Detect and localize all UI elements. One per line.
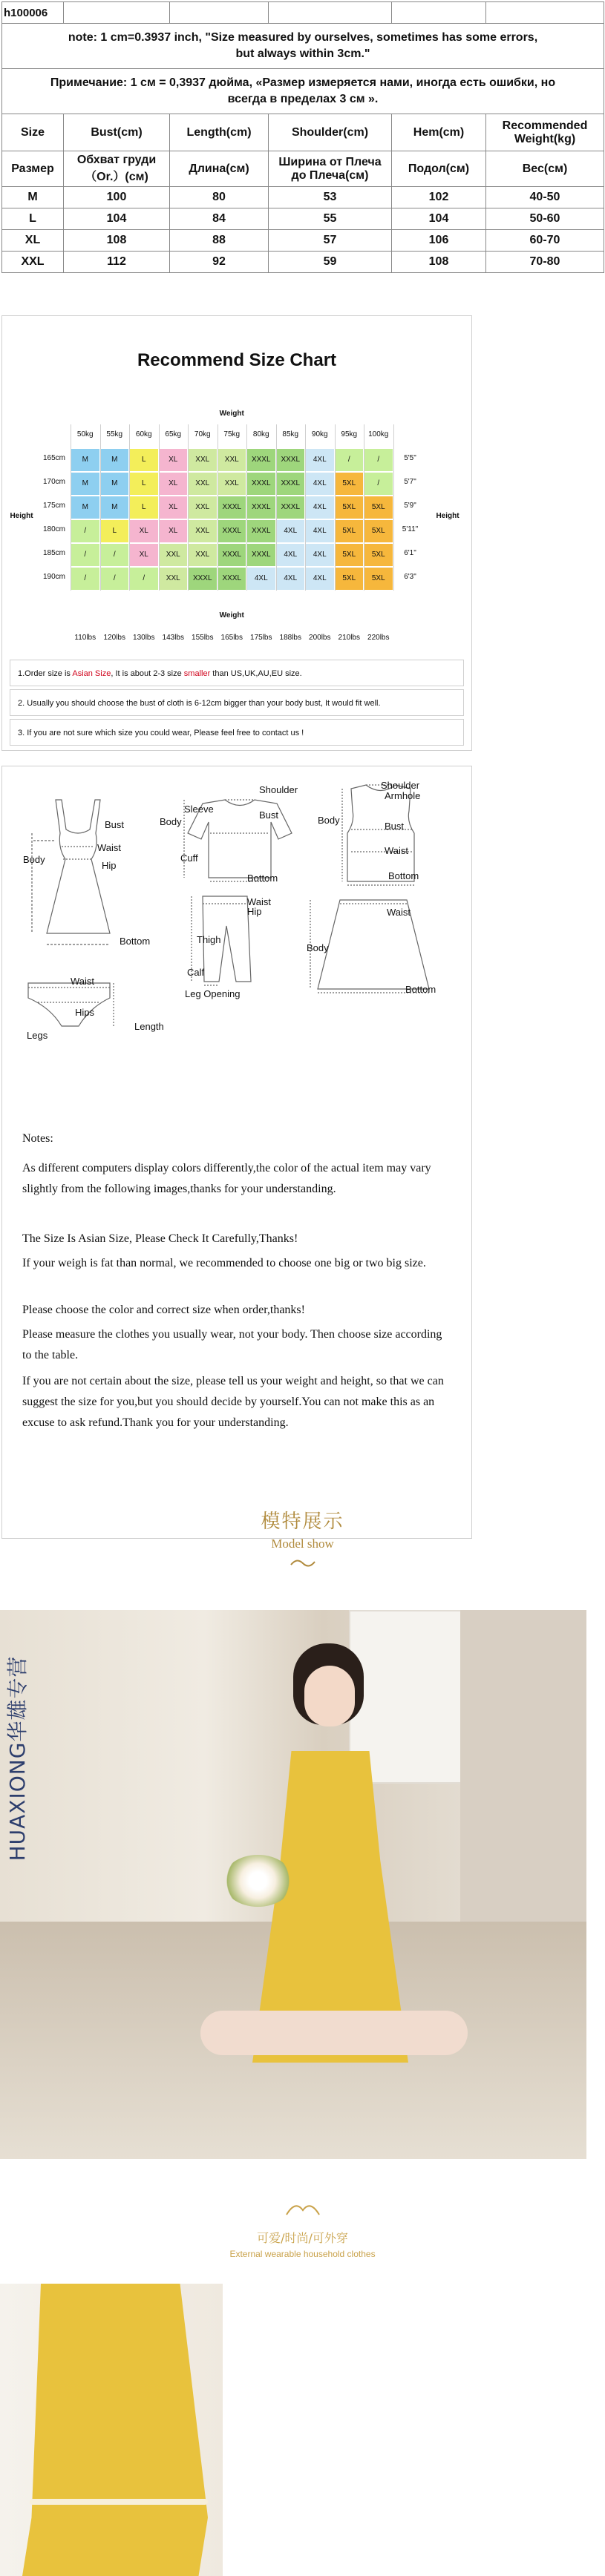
note-5: Please measure the clothes you usually wear, not your body. Then choose size according to the table. (22, 1328, 442, 1361)
face (304, 1666, 355, 1726)
header-en-1: Bust(cm) (64, 114, 170, 151)
size-cell: L (130, 449, 158, 471)
weight-lbs: 188lbs (279, 634, 301, 642)
weight-kg: 70kg (194, 430, 211, 438)
table-cell: 92 (170, 252, 269, 273)
yellow-dress-closeup (22, 2284, 208, 2576)
size-cell: / (71, 520, 99, 542)
weight-kg: 85kg (282, 430, 299, 438)
header-en-3: Shoulder(cm) (269, 114, 392, 151)
header-ru-5: Вес(см) (486, 151, 604, 187)
size-cell: 4XL (306, 449, 334, 471)
size-cell: XL (130, 544, 158, 566)
weight-lbs: 110lbs (74, 634, 97, 642)
header-ru-1: Обхват груди（Or.）(см) (64, 151, 170, 187)
weight-label: Weight (219, 410, 244, 418)
size-cell: / (336, 449, 364, 471)
size-cell: 5XL (364, 544, 393, 566)
label-cuff: Cuff (180, 852, 198, 864)
header-ru-4: Подол(см) (392, 151, 486, 187)
table-cell: 104 (64, 208, 170, 230)
label-waist-4: Waist (247, 896, 272, 907)
table-cell: 59 (269, 252, 392, 273)
label-hips: Hips (75, 1007, 95, 1018)
note-4: Please choose the color and correct size when order,thanks! (22, 1304, 305, 1316)
label-sleeve: Sleeve (184, 804, 214, 815)
size-cell: XXXL (218, 544, 246, 566)
weight-kg: 75kg (223, 430, 241, 438)
label-legs: Legs (27, 1030, 48, 1041)
height-ft: 5'9" (404, 502, 416, 510)
size-cell: 5XL (336, 544, 364, 566)
label-armhole: Armhole (385, 790, 421, 801)
label-thigh: Thigh (197, 934, 221, 945)
weight-lbs: 130lbs (133, 634, 155, 642)
table-cell: 108 (392, 252, 486, 273)
table-cell: M (2, 187, 64, 208)
size-cell: XXL (218, 449, 246, 471)
table-cell: L (2, 208, 64, 230)
table-cell: 84 (170, 208, 269, 230)
size-cell: 5XL (364, 520, 393, 542)
weight-lbs: 200lbs (309, 634, 331, 642)
chart-title: Recommend Size Chart (137, 350, 337, 370)
size-cell: XXL (189, 496, 217, 519)
grid-line (246, 424, 247, 591)
weight-kg: 80kg (252, 430, 269, 438)
size-cell: 5XL (336, 520, 364, 542)
note-2: The Size Is Asian Size, Please Check It Carefully,Thanks! (22, 1232, 298, 1245)
leaf-ornament-icon (281, 2200, 325, 2221)
label-body-3: Body (318, 815, 340, 826)
header-ru-3: Ширина от Плеча до Плеча(см) (269, 151, 392, 187)
label-length: Length (134, 1021, 164, 1032)
label-body-2: Body (160, 816, 182, 827)
size-cell: 4XL (306, 473, 334, 495)
label-bottom: Bottom (120, 936, 151, 947)
grid-line (100, 424, 101, 591)
height-cm: 165cm (42, 454, 65, 462)
size-cell: M (101, 473, 129, 495)
header-en-5: Recommended Weight(kg) (486, 114, 604, 151)
label-waist-3: Waist (385, 845, 409, 856)
size-cell: XXXL (277, 496, 305, 519)
label-waist-6: Waist (71, 976, 95, 987)
header-en-4: Hem(cm) (392, 114, 486, 151)
height-cm: 190cm (42, 573, 65, 581)
weight-lbs: 165lbs (220, 634, 243, 642)
size-cell: XL (160, 449, 188, 471)
height-cm: 180cm (42, 525, 65, 533)
label-bust-3: Bust (385, 821, 405, 832)
chart-note-3: 3. If you are not sure which size you could wear, Please feel free to contact us ! (10, 719, 464, 746)
swirl-ornament-icon (288, 1556, 318, 1571)
size-cell: XXXL (247, 473, 275, 495)
measurement-section (1, 766, 472, 1539)
table-cell: 106 (392, 230, 486, 252)
watermark-text: HUAXIONG华雄专营 (5, 1655, 30, 1862)
measurement-diagrams (2, 766, 471, 1108)
weight-lbs: 120lbs (103, 634, 125, 642)
label-bust-2: Bust (259, 809, 279, 821)
label-body: Body (23, 854, 45, 865)
size-cell: XXL (160, 568, 188, 590)
size-cell: L (130, 496, 158, 519)
size-cell: XXL (160, 544, 188, 566)
model-show-cn: 模特展示 (261, 1511, 344, 1533)
chart-note-1: 1.Order size is Asian Size, It is about 2-3 size smaller than US,UK,AU,EU size. (10, 660, 464, 686)
note-ru: Примечание: 1 см = 0,3937 дюйма, «Размер измеряется нами, иногда есть ошибки, но всегда в пределах 3 см ». (2, 69, 604, 114)
size-cell: / (364, 473, 393, 495)
height-ft: 6'1" (404, 549, 416, 557)
table-cell: 55 (269, 208, 392, 230)
table-cell: 100 (64, 187, 170, 208)
product-code: h100006 (2, 2, 64, 24)
recommend-size-chart (1, 315, 472, 751)
size-cell: M (101, 449, 129, 471)
size-table (1, 1, 604, 273)
label-bottom-5: Bottom (405, 984, 436, 995)
size-cell: / (71, 568, 99, 590)
label-shoulder-3: Shoulder (381, 780, 420, 791)
caption-en: External wearable household clothes (229, 2249, 376, 2259)
size-cell: 5XL (336, 568, 364, 590)
size-cell: XL (160, 496, 188, 519)
weight-lbs: 175lbs (250, 634, 272, 642)
size-cell: XXXL (247, 520, 275, 542)
table-row (2, 230, 604, 252)
table-cell: 88 (170, 230, 269, 252)
size-cell: L (130, 473, 158, 495)
caption-cn: 可爱/时尚/可外穿 (257, 2231, 348, 2245)
size-cell: 5XL (364, 568, 393, 590)
label-waist-5: Waist (387, 907, 411, 918)
table-cell: 50-60 (486, 208, 604, 230)
label-waist: Waist (97, 842, 122, 853)
briefs-diagram (28, 983, 114, 1026)
label-hip-4: Hip (247, 906, 262, 917)
flower-bouquet (223, 1855, 293, 1907)
table-row (2, 252, 604, 273)
size-cell: 4XL (306, 568, 334, 590)
height-cm: 185cm (42, 549, 65, 557)
size-cell: 4XL (277, 520, 305, 542)
note-1: As different computers display colors differently,the color of the actual item may vary slightly from the following images,thanks for your understanding. (22, 1162, 431, 1195)
caption-block (0, 2200, 605, 2259)
size-cell: XXXL (277, 449, 305, 471)
label-leg-opening: Leg Opening (185, 988, 241, 999)
size-cell: 4XL (306, 496, 334, 519)
weight-lbs: 220lbs (367, 634, 390, 642)
size-cell: XXL (189, 449, 217, 471)
weight-label-bottom: Weight (219, 611, 244, 620)
label-bottom-3: Bottom (388, 870, 419, 881)
model-show-en: Model show (271, 1537, 334, 1551)
size-cell: XL (130, 520, 158, 542)
grid-line (188, 424, 189, 591)
dress-hem-trim (30, 2499, 208, 2505)
table-cell: 104 (392, 208, 486, 230)
size-cell: 4XL (306, 544, 334, 566)
table-cell: XL (2, 230, 64, 252)
size-cell: XXXL (218, 496, 246, 519)
size-cell: / (101, 544, 129, 566)
table-cell: 80 (170, 187, 269, 208)
table-cell: 53 (269, 187, 392, 208)
table-row (2, 187, 604, 208)
weight-kg: 100kg (368, 430, 389, 438)
model-photo-2 (0, 2284, 223, 2576)
note-3: If your weigh is fat than normal, we recommended to choose one big or two big size. (22, 1257, 426, 1269)
height-cm: 170cm (42, 478, 65, 486)
size-cell: M (71, 473, 99, 495)
legs (200, 2011, 468, 2055)
note-en: note: 1 cm=0.3937 inch, "Size measured by ourselves, sometimes has some errors, but always within 3cm." (2, 24, 604, 69)
height-ft: 5'11" (402, 525, 419, 533)
header-ru-0: Размер (2, 151, 64, 187)
size-cell: XXL (189, 520, 217, 542)
size-cell: XL (160, 520, 188, 542)
size-cell: XXL (218, 473, 246, 495)
height-ft: 6'3" (404, 573, 416, 581)
notes-title: Notes: (22, 1132, 53, 1145)
size-cell: 4XL (306, 520, 334, 542)
header-en-2: Length(cm) (170, 114, 269, 151)
height-cm: 175cm (42, 502, 65, 510)
size-cell: 5XL (364, 496, 393, 519)
header-en-0: Size (2, 114, 64, 151)
label-calf: Calf (187, 967, 205, 978)
weight-kg: 65kg (165, 430, 182, 438)
label-bottom-2: Bottom (247, 873, 278, 884)
label-shoulder: Shoulder (259, 784, 298, 795)
size-cell: XXXL (277, 473, 305, 495)
size-cell: M (101, 496, 129, 519)
size-cell: XXXL (247, 496, 275, 519)
size-cell: 4XL (247, 568, 275, 590)
size-cell: XXXL (247, 449, 275, 471)
size-cell: M (71, 496, 99, 519)
table-cell: XXL (2, 252, 64, 273)
size-cell: XXXL (218, 520, 246, 542)
height-ft: 5'7" (404, 478, 416, 486)
size-cell: 4XL (277, 568, 305, 590)
size-cell: 5XL (336, 473, 364, 495)
height-label: Height (10, 512, 33, 520)
weight-kg: 60kg (135, 430, 152, 438)
size-cell: XXXL (189, 568, 217, 590)
size-cell: XXXL (218, 568, 246, 590)
grid-line (276, 424, 277, 591)
grid-line (159, 424, 160, 591)
label-bust: Bust (105, 819, 125, 830)
model-photo-1 (0, 1610, 586, 2159)
weight-kg: 50kg (76, 430, 94, 438)
size-cell: 5XL (336, 496, 364, 519)
size-cell: L (101, 520, 129, 542)
size-cell: XXXL (247, 544, 275, 566)
weight-lbs: 155lbs (192, 634, 214, 642)
label-hip: Hip (102, 860, 117, 871)
size-cell: 4XL (277, 544, 305, 566)
height-label-right: Height (436, 512, 460, 520)
grid-line (335, 424, 336, 591)
weight-lbs: 143lbs (162, 634, 184, 642)
grid-line (305, 424, 306, 591)
weight-kg: 95kg (341, 430, 358, 438)
label-body-5: Body (307, 942, 329, 953)
size-cell: / (101, 568, 129, 590)
weight-kg: 90kg (311, 430, 328, 438)
dress-diagram (32, 800, 110, 944)
table-cell: 70-80 (486, 252, 604, 273)
header-ru-2: Длина(см) (170, 151, 269, 187)
weight-kg: 55kg (106, 430, 123, 438)
size-cell: M (71, 449, 99, 471)
table-row (2, 208, 604, 230)
table-cell: 108 (64, 230, 170, 252)
table-cell: 112 (64, 252, 170, 273)
chart-note-2: 2. Usually you should choose the bust of cloth is 6-12cm bigger than your body bust, It would fit well. (10, 689, 464, 716)
size-cell: / (71, 544, 99, 566)
table-cell: 60-70 (486, 230, 604, 252)
grid-line (129, 424, 130, 591)
size-cell: XL (160, 473, 188, 495)
table-cell: 57 (269, 230, 392, 252)
grid-line (393, 424, 394, 591)
table-cell: 102 (392, 187, 486, 208)
note-6: If you are not certain about the size, please tell us your weight and height, so that we can suggest the size for you,but you should decide by yourself.You can not make this as an excuse to ask refund.Thank you for your understanding. (22, 1375, 444, 1429)
size-cell: XXL (189, 544, 217, 566)
weight-lbs: 210lbs (338, 634, 360, 642)
model-show-header (0, 1506, 605, 1574)
size-cell: / (130, 568, 158, 590)
size-cell: / (364, 449, 393, 471)
height-ft: 5'5" (404, 454, 416, 462)
size-cell: XXL (189, 473, 217, 495)
table-cell: 40-50 (486, 187, 604, 208)
